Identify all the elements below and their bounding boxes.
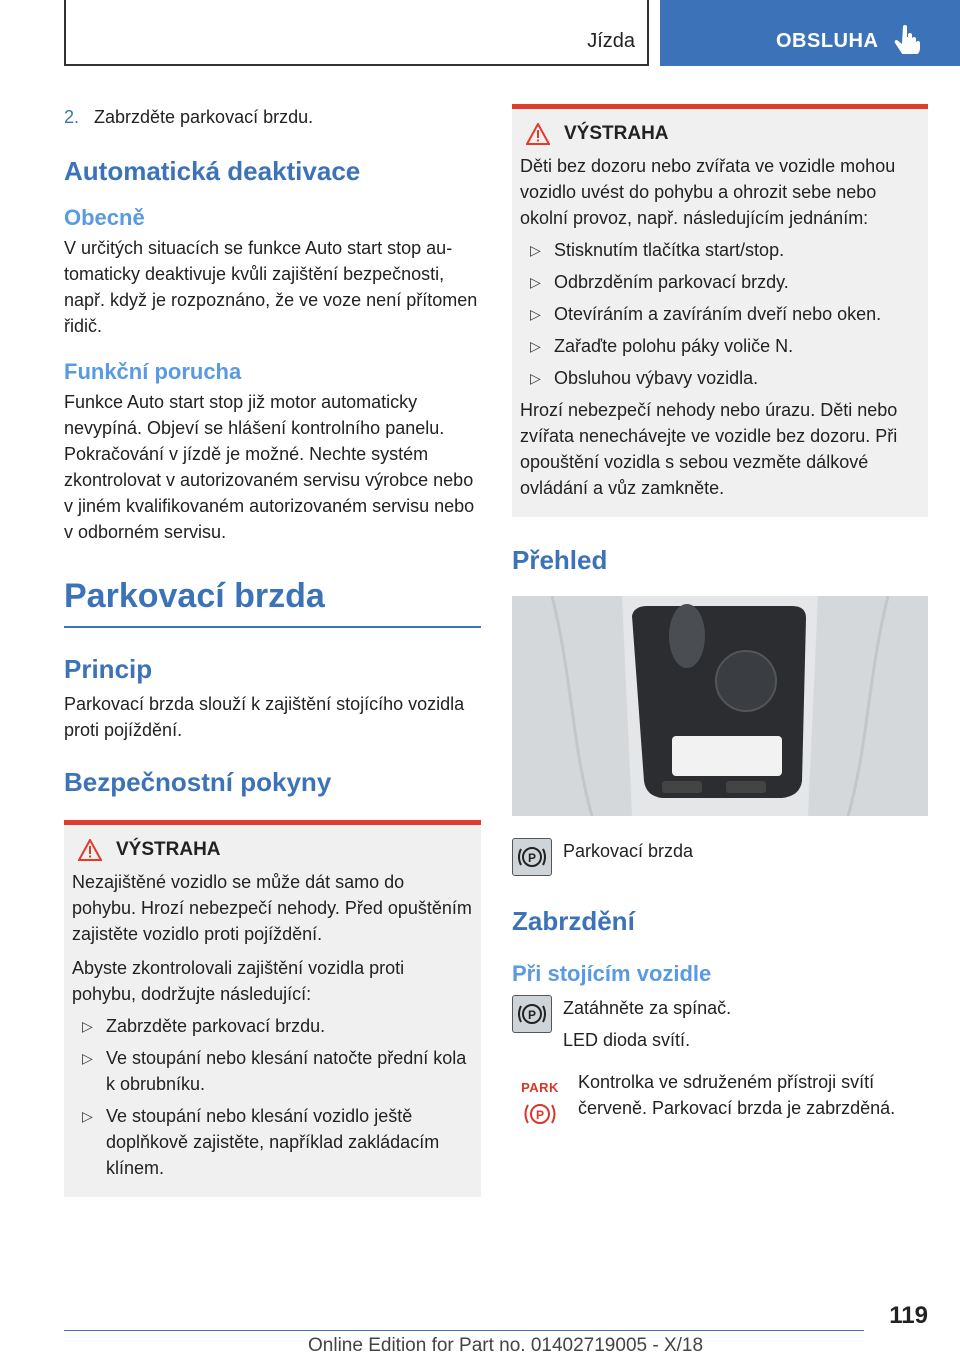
bullet-triangle-icon: ▷ [530,306,541,322]
bullet-triangle-icon: ▷ [82,1018,93,1034]
right-column [512,100,928,1127]
pull-switch-instruction [512,995,928,1053]
bullet-triangle-icon: ▷ [82,1050,93,1066]
list-item-text: Stisknutím tlačítka start/stop. [554,240,785,260]
park-indicator-label: PARK [521,1080,559,1095]
brake-caption: Parkovací brzda [563,841,694,861]
footer-rule [64,1330,864,1331]
list-item-text: Obsluhou výbavy vozidla. [554,368,759,388]
heading-safety: Bezpečnostní pokyny [64,767,332,797]
warning-box-right [512,104,928,517]
header-chapter-label: OBSLUHA [776,30,879,52]
header-section-title: Jízda [587,30,635,52]
bullet-triangle-icon: ▷ [82,1108,93,1124]
warning-paragraph: Hrozí nebezpečí nehody nebo úrazu. Děti nebo zvířata nenechávejte ve vozidle bez dozoru. Při opouštění vozidla s sebou vezměte dálkové ovládání a vůz zamkněte. [520,400,898,498]
warning-paragraph: Abyste zkontrolovali zajištění vozidla proti pohybu, dodržujte následující: [72,958,405,1004]
warning-title: VÝSTRAHA [564,123,669,144]
heading-vehicle-stationary: Při stojícím vozidle [512,961,712,986]
warning-triangle-icon [78,839,102,861]
park-indicator-icon [512,1069,568,1127]
warning-header [72,839,473,861]
step-text: Zabrzděte parkovací brzdu. [94,107,314,127]
list-item-text: Zabrzděte parkovací brzdu. [106,1016,326,1036]
brake-switch-legend [512,838,928,876]
page-number: 119 [889,1302,928,1329]
hand-pointer-icon [894,24,922,54]
warning-header [520,123,920,145]
bullet-triangle-icon: ▷ [530,242,541,258]
bullet-triangle-icon: ▷ [530,370,541,386]
list-item-text: Zařaďte polohu páky voliče N. [554,336,794,356]
instruction-led: LED dioda svítí. [563,1030,691,1050]
heading-applying: Zabrzdění [512,906,635,936]
warning-triangle-icon [526,123,550,145]
heading-general: Obecně [64,205,145,230]
bullet-triangle-icon: ▷ [530,338,541,354]
header-chapter-tab[interactable] [660,0,960,66]
instruction-pull: Zatáhněte za spínač. [563,998,732,1018]
list-item [72,1013,473,1039]
heading-overview: Přehled [512,545,608,575]
list-item [72,1103,473,1181]
header-section-box [64,0,649,66]
warning-paragraph: Nezajištěné vozidlo se může dát samo do pohybu. Hrozí nebezpečí nehody. Před opuštěním zajistěte vozidlo proti pojíždění. [72,872,472,944]
list-item-text: Odbrzděním parkovací brzdy. [554,272,789,292]
step-item [64,104,481,130]
warning-title: VÝSTRAHA [116,839,221,860]
parking-brake-switch-icon [512,995,552,1033]
list-item [520,237,920,263]
warning-box-left [64,820,481,1197]
bullet-triangle-icon: ▷ [530,274,541,290]
heading-rule [64,626,481,628]
heading-parking-brake: Parkovací brzda [64,577,325,615]
center-console-photo [512,596,928,816]
list-item [520,333,920,359]
heading-malfunction: Funkční porucha [64,359,242,384]
list-item-text: Ve stoupání nebo klesání natočte přední kola k obrubníku. [106,1048,467,1094]
svg-text:P: P [535,1108,545,1122]
list-item [520,365,920,391]
indicator-description: Kontrolka ve sdruženém přístroji svítí červeně. Parkovací brzda je zabrzděná. [578,1072,896,1118]
step-number: 2. [64,107,80,127]
list-item-text: Otevíráním a zavíráním dveří nebo oken. [554,304,882,324]
svg-text:P: P [527,851,537,865]
svg-text:P: P [527,1008,537,1022]
list-item-text: Ve stoupání nebo klesání vozidlo ještě doplňkově zajistěte, například zakládacím klínem. [106,1106,440,1178]
heading-principle: Princip [64,654,153,684]
heading-automatic-deactivation: Automatická deaktivace [64,156,361,186]
parking-brake-switch-icon [512,838,552,876]
warning-paragraph: Děti bez dozoru nebo zvířata ve vozidle mohou vozidlo uvést do pohybu a ohrozit sebe nebo okolní provoz, např. následujícím jednáním: [520,156,896,228]
paragraph-malfunction: Funkce Auto start stop již motor automaticky nevypíná. Objeví se hlášení kontrolního panelu. Pokračování v jízdě je možné. Nechte systém zkontrolovat v autorizovaném servisu výrobce nebo v jiném kvalifikovaném autorizovaném servisu nebo v odborném servisu. [64,392,475,542]
paragraph-principle: Parkovací brzda slouží k zajištění stojícího vozidla proti pojíždění. [64,694,465,740]
list-item [520,269,920,295]
indicator-light-note [512,1069,928,1127]
edition-note: Online Edition for Part no. 01402719005 - X/18 [308,1335,704,1356]
left-column [64,100,481,1197]
list-item [520,301,920,327]
paragraph-general: V určitých situacích se funkce Auto start stop au‐ tomaticky deaktivuje kvůli zajištění bezpečnosti, např. když je rozpoznáno, že ve voze není přítomen řidič. [64,238,478,336]
list-item [72,1045,473,1097]
